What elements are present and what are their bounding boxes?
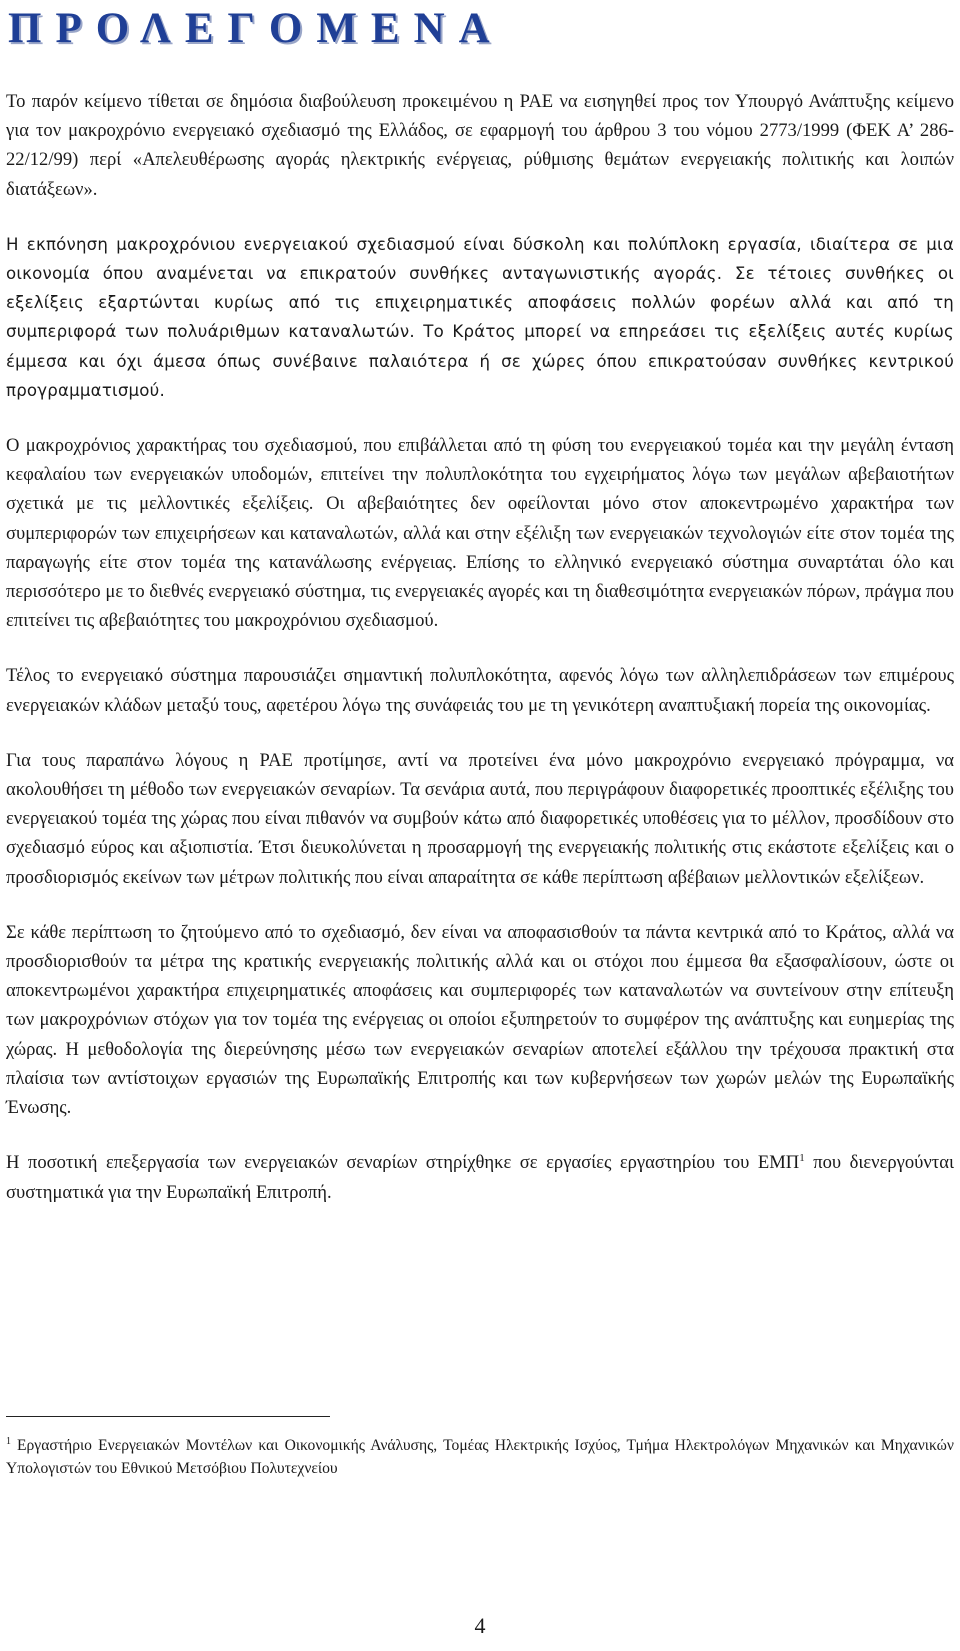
footnote (6, 1434, 954, 1480)
footnote-reference[interactable]: 1 (799, 1152, 805, 1165)
paragraph-long-term: Ο μακροχρόνιος χαρακτήρας του σχεδιασμού, που επιβάλλεται από τη φύση του ενεργειακού τομέα και την μεγάλη ένταση κεφαλαίου των ενεργειακών υποδομών, επιτείνει την πολυπλοκότητα του εγχειρήματος λόγω των μεγάλων αβεβαιοτήτων σχετικά με τις μελλοντικές εξελίξεις. Οι αβεβαιότητες δεν οφείλονται μόνο στον αποκεντρωμένο χαρακτήρα των συμπεριφορών των επιχειρήσεων και καταναλωτών, αλλά και στην εξέλιξη των ενεργειακών τεχνολογιών είτε στον τομέα της παραγωγής είτε στον τομέα της κατανάλωσης ενέργειας. Επίσης το ελληνικό ενεργειακό σύστημα συναρτάται όλο και περισσότερο με το διεθνές ενεργειακό σύστημα, τις ενεργειακές αγορές και τη διαθεσιμότητα ενεργειακών πόρων, πράγμα που επιτείνει τις αβεβαιότητες του μακροχρόνιου σχεδιασμού. (6, 435, 954, 632)
page-heading: ΠΡΟΛΕΓΟΜΕΝΑ (8, 5, 504, 52)
paragraph-objectives: Σε κάθε περίπτωση το ζητούμενο από το σχεδιασμό, δεν είναι να αποφασισθούν τα πάντα κεντρικά από το Κράτος, αλλά να προσδιορισθούν τα μέτρα της κρατικής ενεργειακής πολιτικής αλλά και οι στόχοι που έμμεσα θα εξασφαλίσουν, ώστε οι αποκεντρωμένοι χαρακτήρα επιχειρηματικές αποφάσεις και συμπεριφορές των καταναλωτών να συντείνουν στην επίτευξη των μακροχρόνιων στόχων για τον τομέα της ενέργειας οι οποίοι εξυπηρετούν το συμφέρον της ανάπτυξης και ευημερίας της χώρας. Η μεθοδολογία της διερεύνησης μέσω των ενεργειακών σεναρίων αποτελεί εξάλλου την τρέχουσα πρακτική στα πλαίσια των αντίστοιχων εργασιών της Ευρωπαϊκής Επιτροπής και των κυβερνήσεων των χωρών μελών της Ευρωπαϊκής Ένωσης. (6, 921, 954, 1119)
paragraph-quantitative-tail: που διενεργούνται συστηματικά για την Ευρωπαϊκή Επιτροπή. (6, 1152, 954, 1203)
footnote-mark: 1 (6, 1435, 11, 1447)
paragraph-quantitative-text: Η ποσοτική επεξεργασία των ενεργειακών σεναρίων στηρίχθηκε σε εργασίες εργαστηρίου του ΕΜΠ (6, 1152, 800, 1174)
footnote-divider (6, 1416, 330, 1417)
page-number: 4 (474, 1613, 486, 1638)
paragraph-quantitative (6, 1148, 954, 1206)
paragraph-scenarios: Για τους παραπάνω λόγους η ΡΑΕ προτίμησε, αντί να προτείνει ένα μόνο μακροχρόνιο ενεργειακό πρόγραμμα, να ακολουθήσει τη μέθοδο των ενεργειακών σεναρίων. Τα σενάρια αυτά, που περιγράφουν διαφορετικές προοπτικές εξέλιξης του ενεργειακού τομέα της χώρας που είναι πιθανόν να συμβούν κάτω από διαφορετικές υποθέσεις για το μέλλον, προσδίδουν στο σχεδιασμό εύρος και αξιοπιστία. Έτσι διευκολύνεται η προσαρμογή της ενεργειακής πολιτικής στις εκάστοτε εξελίξεις και ο προσδιορισμός εκείνων των μέτρων πολιτικής που είναι απαραίτητα σε κάθε περίπτωση αβέβαιων μελλοντικών εξελίξεων. (6, 749, 954, 888)
paragraph-complexity: Η εκπόνηση μακροχρόνιου ενεργειακού σχεδιασμού είναι δύσκολη και πολύπλοκη εργασία, ιδιαίτερα σε μια οικονομία όπου αναμένεται να επικρατούν συνθήκες ανταγωνιστικής αγοράς. Σε τέτοιες συνθήκες οι εξελίξεις εξαρτώνται κυρίως από τις επιχειρηματικές αποφάσεις πολλών φορέων αλλά και από τη συμπεριφορά των πολυάριθμων καταναλωτών. Το Κράτος μπορεί να επηρεάσει τις εξελίξεις αυτές κυρίως έμμεσα και όχι άμεσα όπως συνέβαινε παλαιότερα ή σε χώρες όπου επικρατούσαν συνθήκες κεντρικού προγραμματισμού. (6, 234, 954, 400)
paragraph-intro: Το παρόν κείμενο τίθεται σε δημόσια διαβούλευση προκειμένου η ΡΑΕ να εισηγηθεί προς τον Υπουργό Ανάπτυξης κείμενο για τον μακροχρόνιο ενεργειακό σχεδιασμό της Ελλάδος, σε εφαρμογή του άρθρου 3 του νόμου 2773/1999 (ΦΕΚ Α’ 286-22/12/99) περί «Απελευθέρωσης αγοράς ηλεκτρικής ενέργειας, ρύθμισης θεμάτων ενεργειακής πολιτικής και λοιπών διατάξεων». (6, 91, 954, 200)
paragraph-system-complexity: Τέλος το ενεργειακό σύστημα παρουσιάζει σημαντική πολυπλοκότητα, αφενός λόγω των αλληλεπιδράσεων των επιμέρους ενεργειακών κλάδων μεταξύ τους, αφετέρου λόγω της συνάφειάς του με τη γενικότερη αναπτυξιακή πορεία της οικονομίας. (6, 665, 954, 716)
footnote-text: Εργαστήριο Ενεργειακών Μοντέλων και Οικονομικής Ανάλυσης, Τομέας Ηλεκτρικής Ισχύος, Τμήμα Ηλεκτρολόγων Μηχανικών και Μηχανικών Υπολογιστών του Εθνικού Μετσόβιου Πολυτεχνείου (6, 1437, 954, 1477)
body-text (6, 87, 954, 1233)
